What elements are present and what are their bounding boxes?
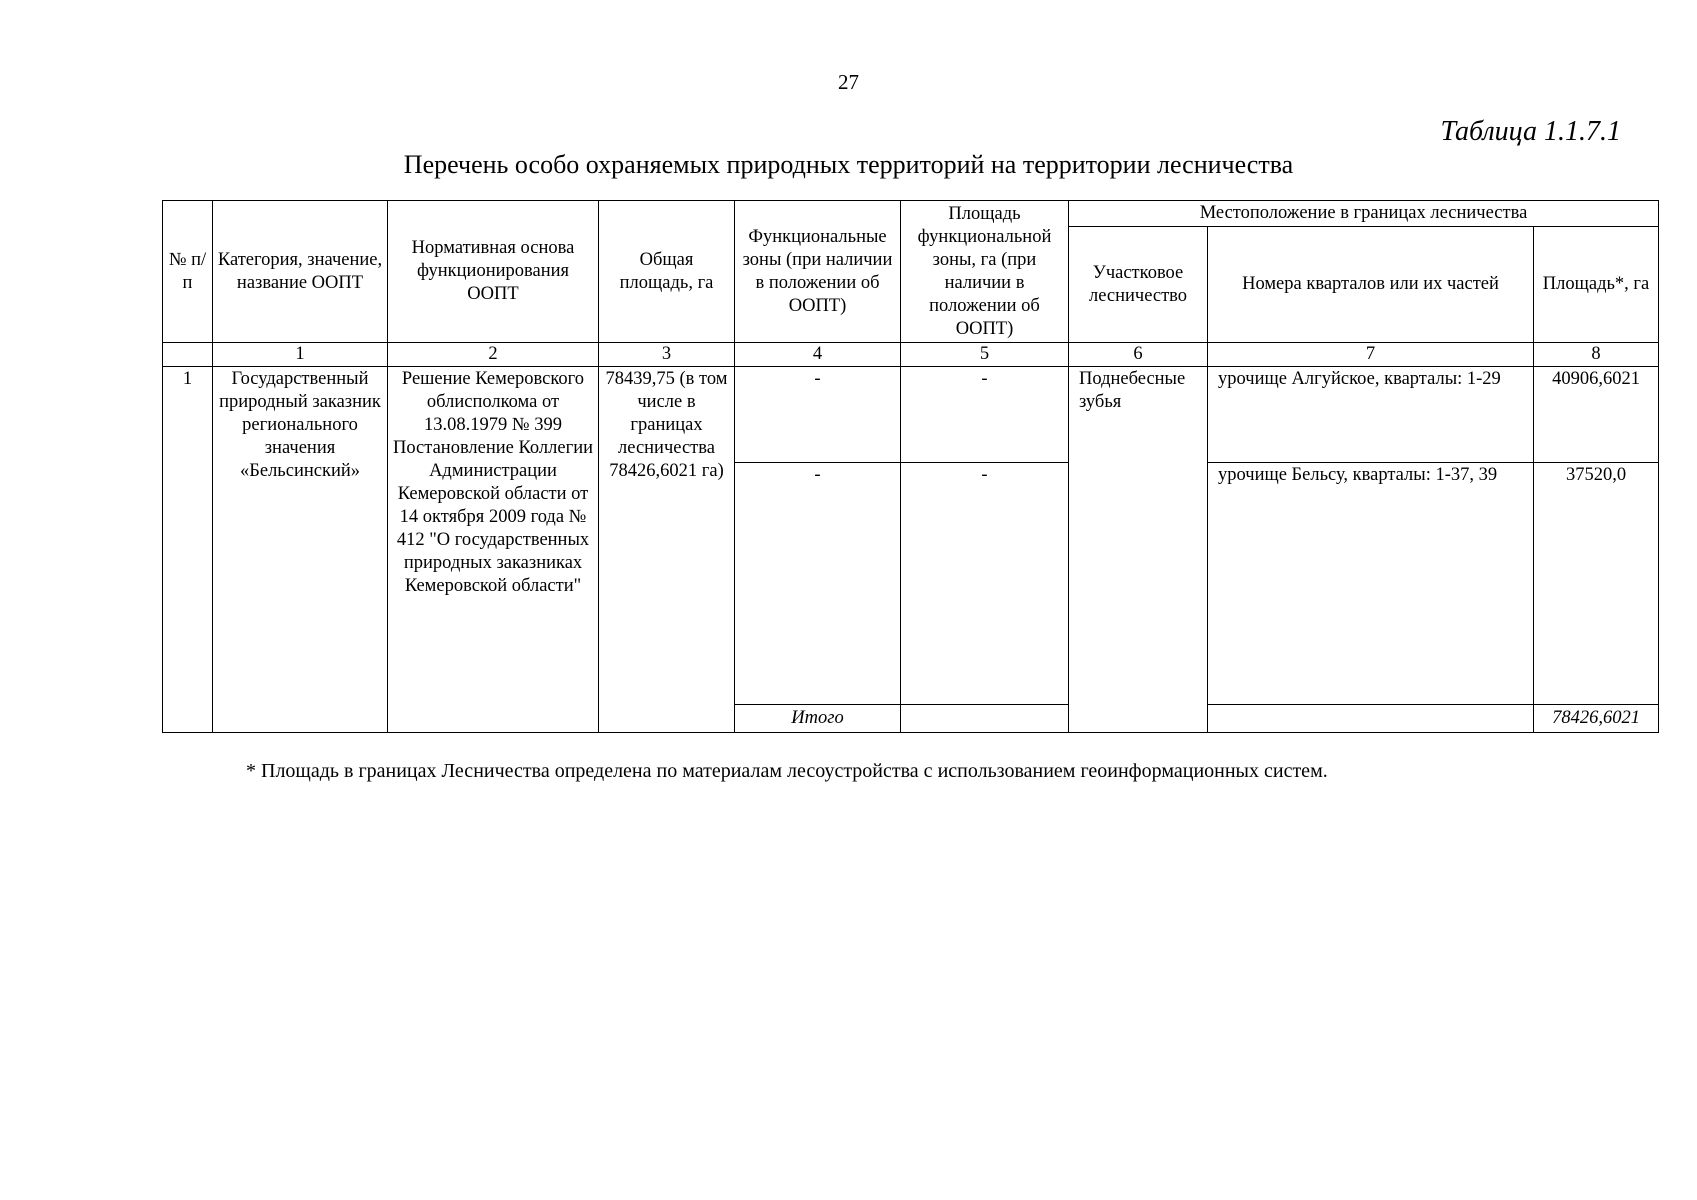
row-category: Государственный природный заказник регионального значения «Бельсинский» [213, 367, 388, 733]
column-number: 8 [1534, 343, 1659, 367]
footnote: * Площадь в границах Лесничества определена по материалам лесоустройства с использованием геоинформационных систем. [246, 760, 1328, 782]
header-basis: Нормативная основа функционирования ООПТ [388, 201, 599, 343]
row-quarters: урочище Алгуйское, кварталы: 1-29 [1208, 367, 1534, 463]
header-no: № п/п [163, 201, 213, 343]
total-empty-cell [1069, 705, 1208, 733]
table-label: Таблица 1.1.7.1 [1440, 116, 1621, 147]
row-area: 40906,6021 [1534, 367, 1659, 463]
row-quarters: урочище Бельсу, кварталы: 1-37, 39 [1208, 463, 1534, 705]
protected-areas-table [162, 200, 1659, 733]
row-area: 37520,0 [1534, 463, 1659, 705]
page-number: 27 [838, 70, 859, 94]
row-zone-area: - [901, 463, 1069, 705]
header-zone-area: Площадь функциональной зоны, га (при наличии в положении об ООПТ) [901, 201, 1069, 343]
column-number: 1 [213, 343, 388, 367]
header-area: Площадь*, га [1534, 227, 1659, 343]
header-category: Категория, значение, название ООПТ [213, 201, 388, 343]
row-zone-area: - [901, 367, 1069, 463]
column-number: 3 [599, 343, 735, 367]
total-empty-cell [1208, 705, 1534, 733]
row-no: 1 [163, 367, 213, 733]
total-label: Итого [735, 705, 901, 733]
document-title: Перечень особо охраняемых природных территорий на территории лесничества [403, 150, 1294, 179]
row-zone: - [735, 367, 901, 463]
column-number: 4 [735, 343, 901, 367]
row-basis: Решение Кемеровского облисполкома от 13.08.1979 № 399 Постановление Коллегии Администрации Кемеровской области от 14 октября 2009 года № 412 "О государственных природных заказниках Кемеровской области" [388, 367, 599, 733]
column-number: 6 [1069, 343, 1208, 367]
header-location: Местоположение в границах лесничества [1069, 201, 1659, 227]
row-total-area: 78439,75 (в том числе в границах лесничества 78426,6021 га) [599, 367, 735, 733]
header-zones: Функциональные зоны (при наличии в положении об ООПТ) [735, 201, 901, 343]
total-empty-cell [901, 705, 1069, 733]
row-district: Поднебесные зубья [1069, 367, 1208, 705]
column-number: 7 [1208, 343, 1534, 367]
row-zone: - [735, 463, 901, 705]
column-number [163, 343, 213, 367]
total-value: 78426,6021 [1534, 705, 1659, 733]
column-number: 5 [901, 343, 1069, 367]
header-district: Участковое лесничество [1069, 227, 1208, 343]
header-quarters: Номера кварталов или их частей [1208, 227, 1534, 343]
column-number: 2 [388, 343, 599, 367]
header-total-area: Общая площадь, га [599, 201, 735, 343]
